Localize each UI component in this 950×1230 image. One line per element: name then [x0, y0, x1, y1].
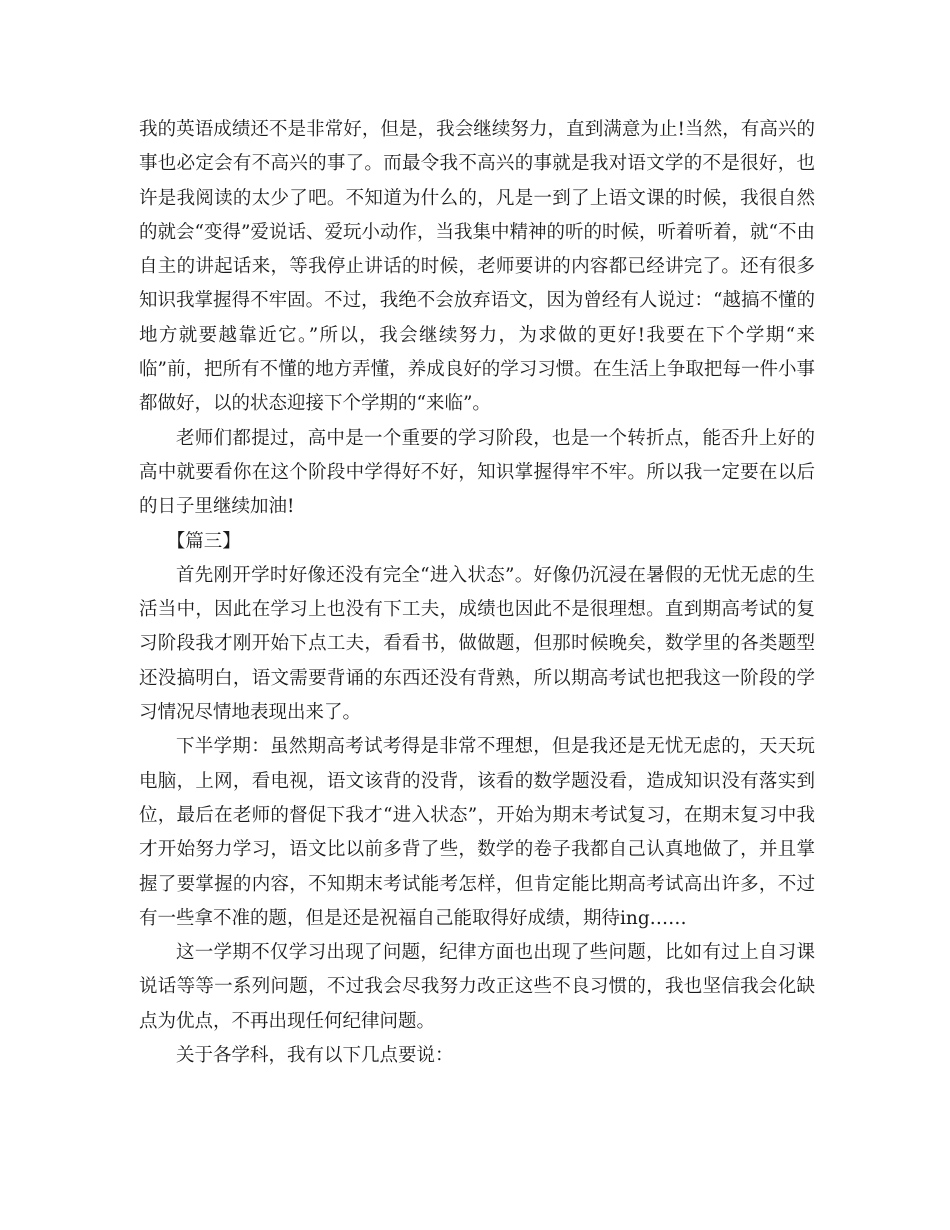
paragraph-discipline: 这一学期不仅学习出现了问题，纪律方面也出现了些问题，比如有过上自习课说话等等一系列问题，不过我会尽我努力改正这些不良习惯的，我也坚信我会化缺点为优点，不再出现任何纪律问题。	[139, 942, 815, 1032]
paragraph-second-half-term: 下半学期：虽然期高考试考得是非常不理想，但是我还是无忧无虑的，天天玩电脑，上网，看电视，语文该背的没背，该看的数学题没看，造成知识没有落实到位，最后在老师的督促下我才“进入状态”，开始为期末考试复习，在期末复习中我才开始努力学习，语文比以前多背了些，数学的卷子我都自己认真地做了，并且掌握了要掌握的内容，不知期末考试能考怎样，但肯定能比期高考试高出许多，不过有一些拿不准的题，但是还是祝福自己能取得好成绩，期待ing……	[139, 736, 815, 929]
paragraph-subjects-intro: 关于各学科，我有以下几点要说：	[176, 1045, 454, 1067]
document-body	[139, 113, 815, 1073]
paragraph-high-school-stage: 老师们都提过，高中是一个重要的学习阶段，也是一个转折点，能否升上好的高中就要看你在这个阶段中学得好不好，知识掌握得牢不牢。所以我一定要在以后的日子里继续加油!	[139, 427, 815, 518]
section-heading-part-three: 【篇三】	[166, 530, 241, 552]
paragraph-start-of-term: 首先刚开学时好像还没有完全“进入状态”。好像仍沉浸在暑假的无忧无虑的生活当中，因此在学习上也没有下工夫，成绩也因此不是很理想。直到期高考试的复习阶段我才刚开始下点工夫，看看书，做做题，但那时候晚矣，数学里的各类题型还没搞明白，语文需要背诵的东西还没有背熟，所以期高考试也把我这一阶段的学习情况尽情地表现出来了。	[139, 564, 815, 724]
paragraph-english-and-chinese: 我的英语成绩还不是非常好，但是，我会继续努力，直到满意为止!当然，有高兴的事也必定会有不高兴的事了。而最令我不高兴的事就是我对语文学的不是很好，也许是我阅读的太少了吧。不知道为什么的，凡是一到了上语文课的时候，我很自然的就会“变得”爱说话、爱玩小动作，当我集中精神的听的时候，听着听着，就“不由自主的讲起话来，等我停止讲话的时候，老师要讲的内容都已经讲完了。还有很多知识我掌握得不牢固。不过，我绝不会放弃语文，因为曾经有人说过：“越搞不懂的地方就要越靠近它。”所以，我会继续努力，为求做的更好!我要在下个学期“来临”前，把所有不懂的地方弄懂，养成良好的学习习惯。在生活上争取把每一件小事都做好，以的状态迎接下个学期的“来临”。	[139, 119, 815, 415]
